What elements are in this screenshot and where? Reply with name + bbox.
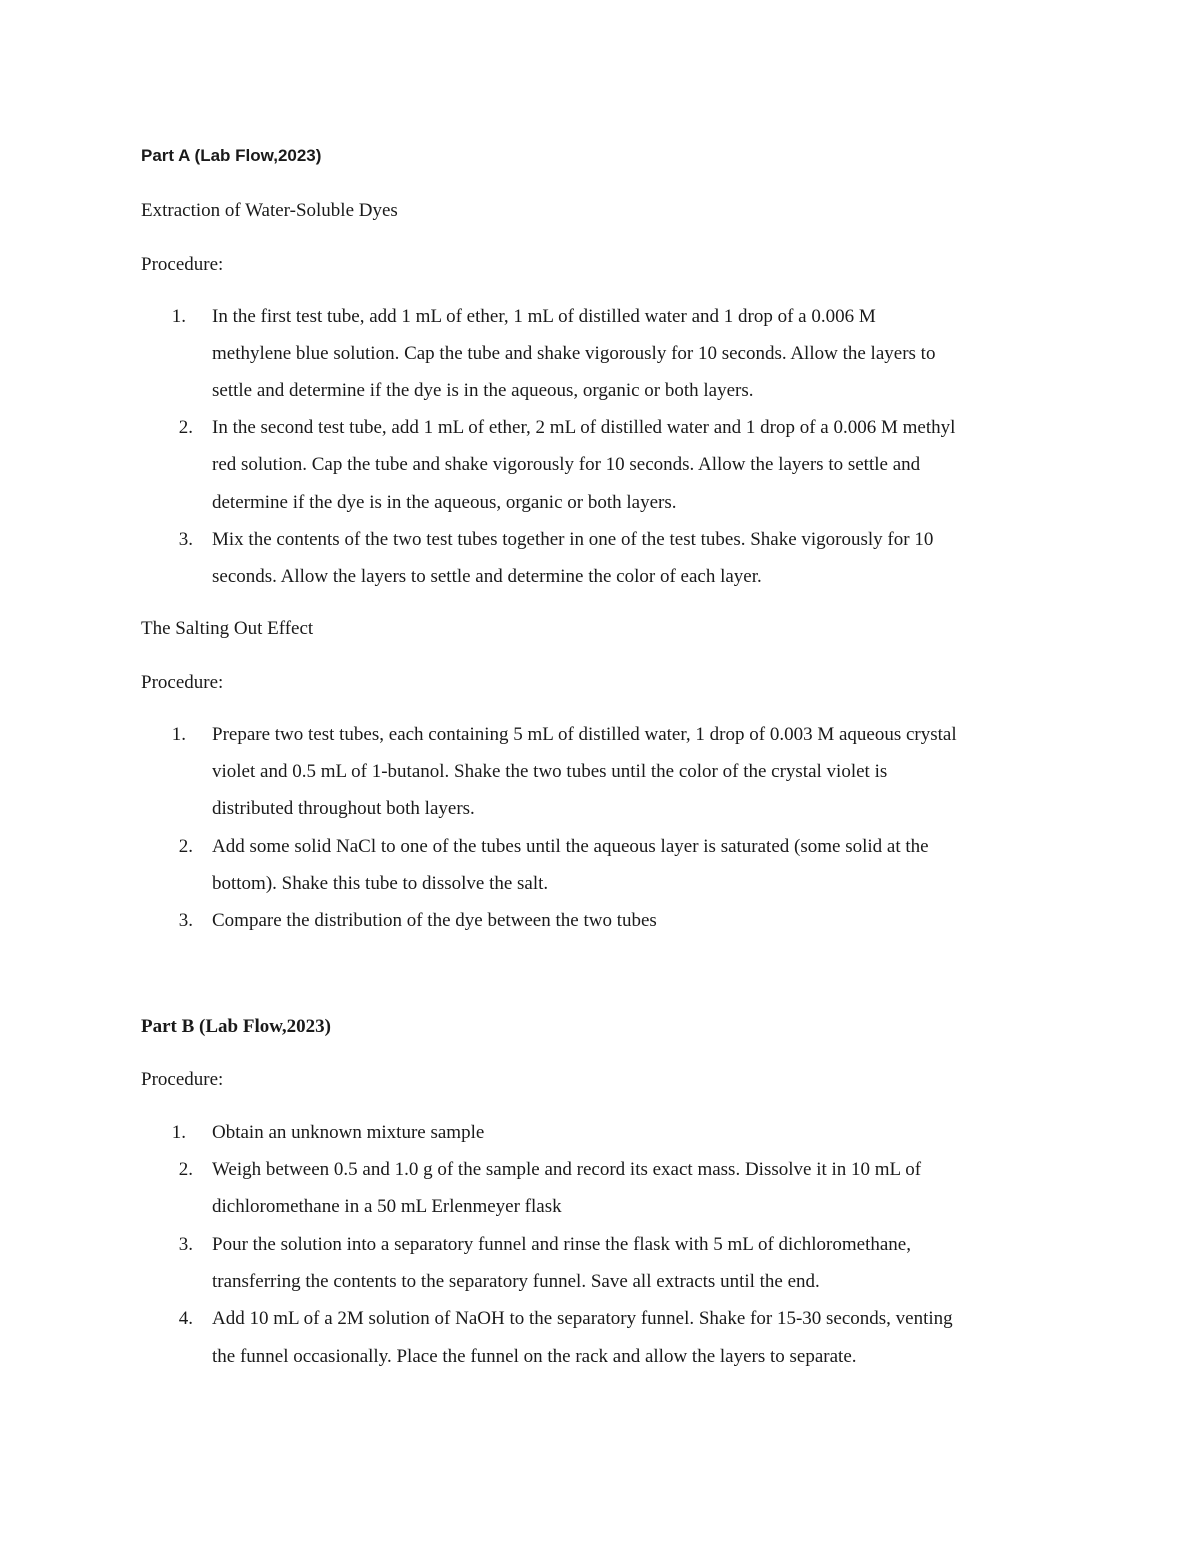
list-item-number: 4. bbox=[178, 1308, 193, 1329]
list-item-number: 2. bbox=[178, 1159, 193, 1180]
list-item-text: seconds. Allow the layers to settle and determine the color of each layer. bbox=[212, 566, 762, 587]
list-item-text: In the first test tube, add 1 mL of ether, 1 mL of distilled water and 1 drop of a 0.006 M bbox=[212, 306, 876, 327]
list-item-text: transferring the contents to the separatory funnel. Save all extracts until the end. bbox=[212, 1271, 820, 1292]
list-item-text: Obtain an unknown mixture sample bbox=[212, 1122, 485, 1143]
part-b-heading: Part B (Lab Flow,2023) bbox=[141, 1016, 331, 1037]
list-item-text: the funnel occasionally. Place the funnel on the rack and allow the layers to separate. bbox=[212, 1346, 857, 1367]
list-item-text: Add some solid NaCl to one of the tubes until the aqueous layer is saturated (some solid at the bbox=[212, 836, 929, 857]
list-item-text: Pour the solution into a separatory funnel and rinse the flask with 5 mL of dichloromethane, bbox=[212, 1234, 911, 1255]
list-item-text: Weigh between 0.5 and 1.0 g of the sample and record its exact mass. Dissolve it in 10 mL of bbox=[212, 1159, 922, 1180]
list-item-number: 3. bbox=[178, 1234, 193, 1255]
list-item-text: In the second test tube, add 1 mL of ether, 2 mL of distilled water and 1 drop of a 0.006 M methyl bbox=[212, 417, 956, 438]
list-item-text: Mix the contents of the two test tubes together in one of the test tubes. Shake vigorously for 10 bbox=[212, 529, 934, 550]
part-a-heading: Part A (Lab Flow,2023) bbox=[141, 146, 322, 165]
procedure-label: Procedure: bbox=[141, 672, 224, 693]
list-item-number: 1. bbox=[171, 724, 186, 745]
list-item-text: Prepare two test tubes, each containing 5 mL of distilled water, 1 drop of 0.003 M aqueous crystal bbox=[212, 724, 957, 745]
list-item-number: 1. bbox=[171, 306, 186, 327]
list-item-text: methylene blue solution. Cap the tube and shake vigorously for 10 seconds. Allow the layers to bbox=[212, 343, 936, 364]
list-item-text: distributed throughout both layers. bbox=[212, 798, 475, 819]
list-item-text: settle and determine if the dye is in the aqueous, organic or both layers. bbox=[212, 380, 754, 401]
list-item-text: dichloromethane in a 50 mL Erlenmeyer flask bbox=[212, 1196, 562, 1217]
list-item-text: Compare the distribution of the dye between the two tubes bbox=[212, 910, 657, 931]
list-item-text: bottom). Shake this tube to dissolve the salt. bbox=[212, 873, 549, 894]
section-title-extraction: Extraction of Water-Soluble Dyes bbox=[141, 200, 398, 221]
list-item-text: red solution. Cap the tube and shake vigorously for 10 seconds. Allow the layers to settle and bbox=[212, 454, 921, 475]
list-item-number: 2. bbox=[178, 836, 193, 857]
procedure-label: Procedure: bbox=[141, 1069, 224, 1090]
list-item-number: 3. bbox=[178, 910, 193, 931]
list-item-number: 1. bbox=[171, 1122, 186, 1143]
list-item-text: violet and 0.5 mL of 1-butanol. Shake the two tubes until the color of the crystal violet is bbox=[212, 761, 888, 782]
procedure-label: Procedure: bbox=[141, 254, 224, 275]
list-item-number: 3. bbox=[178, 529, 193, 550]
list-item-number: 2. bbox=[178, 417, 193, 438]
section-title-salting-out: The Salting Out Effect bbox=[141, 618, 314, 639]
list-item-text: Add 10 mL of a 2M solution of NaOH to the separatory funnel. Shake for 15-30 seconds, venting bbox=[212, 1308, 953, 1329]
list-item-text: determine if the dye is in the aqueous, organic or both layers. bbox=[212, 492, 677, 513]
